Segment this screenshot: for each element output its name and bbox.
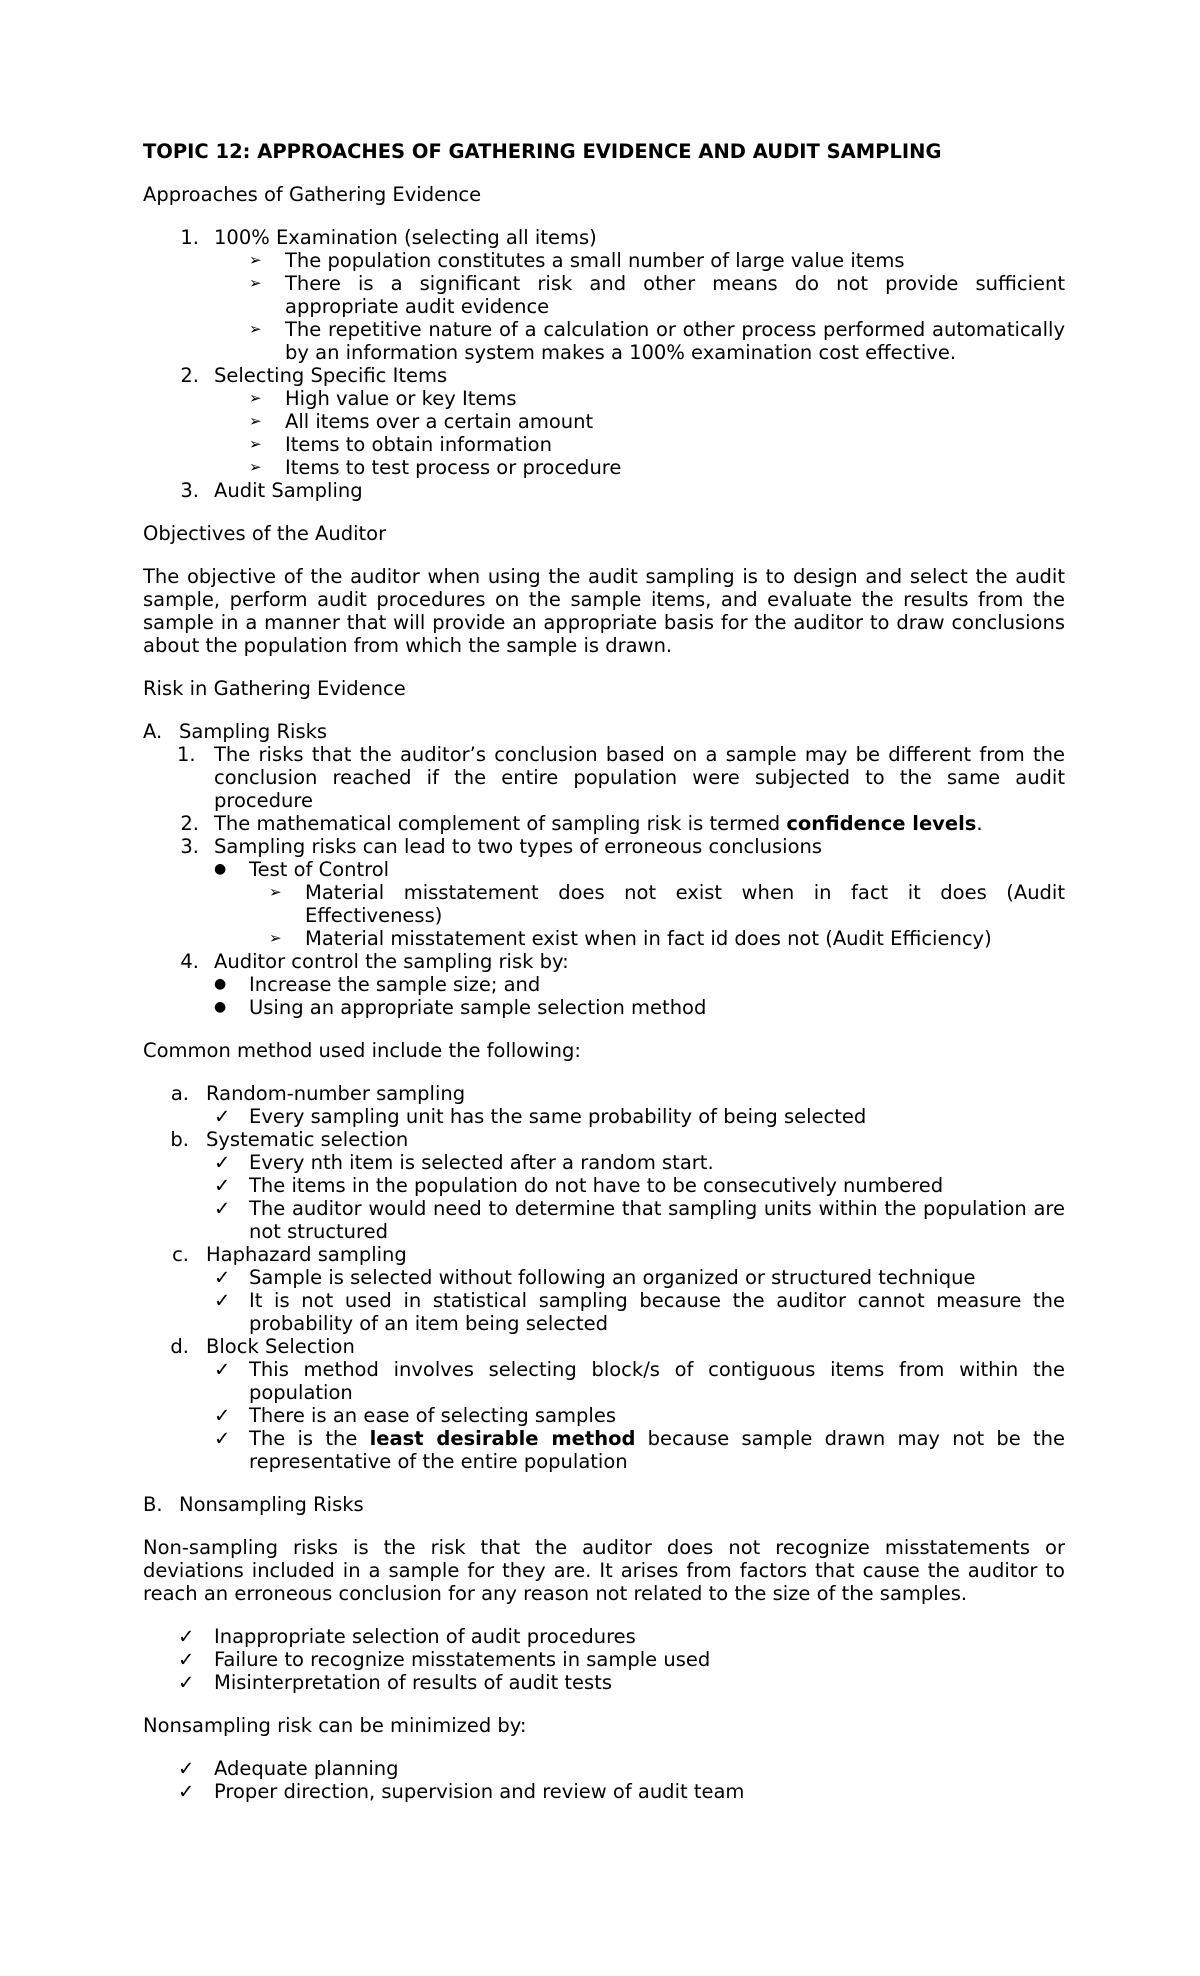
objectives-heading: Objectives of the Auditor: [143, 522, 387, 545]
document-page: [143, 140, 1065, 1803]
section-letter: B.: [143, 1493, 163, 1516]
checkmark-icon: ✓: [178, 1780, 195, 1803]
list-number: 2.: [180, 812, 199, 835]
list-item: ➢ Material misstatement does not exist when in fact it does (Audit Effectiveness): [269, 881, 1065, 927]
list-item: ● Increase the sample size; and: [214, 973, 541, 996]
list-number: 2.: [180, 364, 199, 387]
list-item: ✓ Failure to recognize misstatements in sample used: [178, 1648, 711, 1671]
method-d: d. Block Selection: [170, 1335, 355, 1358]
list-number: 1.: [180, 226, 199, 249]
arrow-bullet-icon: ➢: [249, 389, 262, 407]
list-item: ✓ Adequate planning: [178, 1757, 399, 1780]
approaches-heading: Approaches of Gathering Evidence: [143, 183, 482, 206]
checkmark-icon: ✓: [214, 1358, 231, 1381]
approach-item-label: Selecting Specific Items: [214, 364, 448, 387]
list-item: ➢ Material misstatement exist when in fact id does not (Audit Efficiency): [269, 927, 992, 950]
checkmark-icon: ✓: [178, 1671, 195, 1694]
list-item: ➢ The population constitutes a small number of large value items: [249, 249, 905, 272]
list-item: ● Test of Control: [214, 858, 390, 881]
arrow-bullet-icon: ➢: [269, 929, 282, 947]
list-item: ✓ The is the least desirable method because sample drawn may not be the representative of the entire population: [214, 1427, 1065, 1473]
checkmark-icon: ✓: [178, 1625, 195, 1648]
list-item: ✓ It is not used in statistical sampling because the auditor cannot measure the probability of an item being selected: [214, 1289, 1065, 1335]
list-item: ➢ Items to test process or procedure: [249, 456, 622, 479]
risk-heading: Risk in Gathering Evidence: [143, 677, 406, 700]
list-item: ✓ This method involves selecting block/s of contiguous items from within the population: [214, 1358, 1065, 1404]
list-number: 3.: [180, 479, 199, 502]
checkmark-icon: ✓: [178, 1648, 195, 1671]
approach-item-1: [143, 226, 1065, 249]
arrow-bullet-icon: ➢: [249, 458, 262, 476]
checkmark-icon: ✓: [214, 1151, 231, 1174]
bullet-dot-icon: ●: [214, 999, 227, 1015]
approach-item-3: [143, 479, 1065, 502]
list-item: ✓ Inappropriate selection of audit procedures: [178, 1625, 636, 1648]
arrow-bullet-icon: ➢: [249, 320, 262, 338]
list-item: ✓ There is an ease of selecting samples: [214, 1404, 616, 1427]
list-item: ➢ Items to obtain information: [249, 433, 552, 456]
list-letter: b.: [170, 1128, 189, 1151]
sampling-risk-item-3: 3. Sampling risks can lead to two types of erroneous conclusions: [143, 835, 1065, 858]
nonsampling-paragraph: Non-sampling risks is the risk that the auditor does not recognize misstatements or deviations included in a sample for they are. It arises from factors that cause the auditor to reach an erroneous conclusion for any reason not related to the size of the samples.: [143, 1536, 1065, 1605]
checkmark-icon: ✓: [214, 1427, 231, 1450]
objectives-paragraph: The objective of the auditor when using the audit sampling is to design and select the audit sample, perform audit procedures on the sample items, and evaluate the results from the sample in a manner that will provide an appropriate basis for the auditor to draw conclusions about the population from which the sample is drawn.: [143, 565, 1065, 657]
list-item: ✓ Sample is selected without following an organized or structured technique: [214, 1266, 976, 1289]
list-letter: c.: [172, 1243, 189, 1266]
arrow-bullet-icon: ➢: [249, 435, 262, 453]
bold-term: least desirable method: [369, 1427, 636, 1450]
list-item: ✓ Proper direction, supervision and review of audit team: [178, 1780, 745, 1803]
minimized-heading: Nonsampling risk can be minimized by:: [143, 1714, 527, 1737]
document-title: TOPIC 12: APPROACHES OF GATHERING EVIDENCE AND AUDIT SAMPLING: [143, 140, 942, 163]
list-letter: a.: [170, 1082, 189, 1105]
checkmark-icon: ✓: [214, 1266, 231, 1289]
method-a: a. Random-number sampling: [170, 1082, 466, 1105]
approach-item-label: 100% Examination (selecting all items): [214, 226, 597, 249]
list-item: ➢ High value or key Items: [249, 387, 517, 410]
arrow-bullet-icon: ➢: [269, 883, 282, 901]
arrow-bullet-icon: ➢: [249, 412, 262, 430]
list-number: 1.: [177, 743, 196, 766]
list-item: ✓ Misinterpretation of results of audit tests: [178, 1671, 613, 1694]
arrow-bullet-icon: ➢: [249, 274, 262, 292]
checkmark-icon: ✓: [178, 1757, 195, 1780]
checkmark-icon: ✓: [214, 1174, 231, 1197]
sampling-risk-item-4: 4. Auditor control the sampling risk by:: [143, 950, 1065, 973]
bold-term: confidence levels: [786, 812, 977, 835]
bullet-dot-icon: ●: [214, 861, 227, 877]
list-item: ✓ The items in the population do not have to be consecutively numbered: [214, 1174, 944, 1197]
list-item: ● Using an appropriate sample selection method: [214, 996, 707, 1019]
sampling-risks-heading: A. Sampling Risks: [143, 720, 328, 743]
list-item: ✓ The auditor would need to determine that sampling units within the population are not structured: [214, 1197, 1065, 1243]
list-item: ➢ There is a significant risk and other means do not provide sufficient appropriate audit evidence: [249, 272, 1065, 318]
list-letter: d.: [170, 1335, 189, 1358]
approach-item-label: Audit Sampling: [214, 479, 363, 502]
list-item: ➢ All items over a certain amount: [249, 410, 594, 433]
list-number: 4.: [180, 950, 199, 973]
arrow-bullet-icon: ➢: [249, 251, 262, 269]
nonsampling-risks-heading: B. Nonsampling Risks: [143, 1493, 364, 1516]
sampling-risk-item-1: 1. The risks that the auditor’s conclusion based on a sample may be different from the conclusion reached if the entire population were subjected to the same audit procedure: [177, 743, 1065, 812]
bullet-dot-icon: ●: [214, 976, 227, 992]
checkmark-icon: ✓: [214, 1404, 231, 1427]
list-item: ➢ The repetitive nature of a calculation or other process performed automatically by an information system makes a 100% examination cost effective.: [249, 318, 1065, 364]
list-item: ✓ Every nth item is selected after a random start.: [214, 1151, 714, 1174]
sampling-risk-item-2: 2. The mathematical complement of sampling risk is termed confidence levels.: [143, 812, 1065, 835]
method-b: b. Systematic selection: [170, 1128, 409, 1151]
approach-item-2: [143, 364, 1065, 387]
list-number: 3.: [180, 835, 199, 858]
checkmark-icon: ✓: [214, 1105, 231, 1128]
list-item: ✓ Every sampling unit has the same probability of being selected: [214, 1105, 867, 1128]
checkmark-icon: ✓: [214, 1197, 231, 1220]
method-c: c. Haphazard sampling: [143, 1243, 1065, 1266]
checkmark-icon: ✓: [214, 1289, 231, 1312]
methods-heading: Common method used include the following:: [143, 1039, 581, 1062]
section-letter: A.: [143, 720, 163, 743]
